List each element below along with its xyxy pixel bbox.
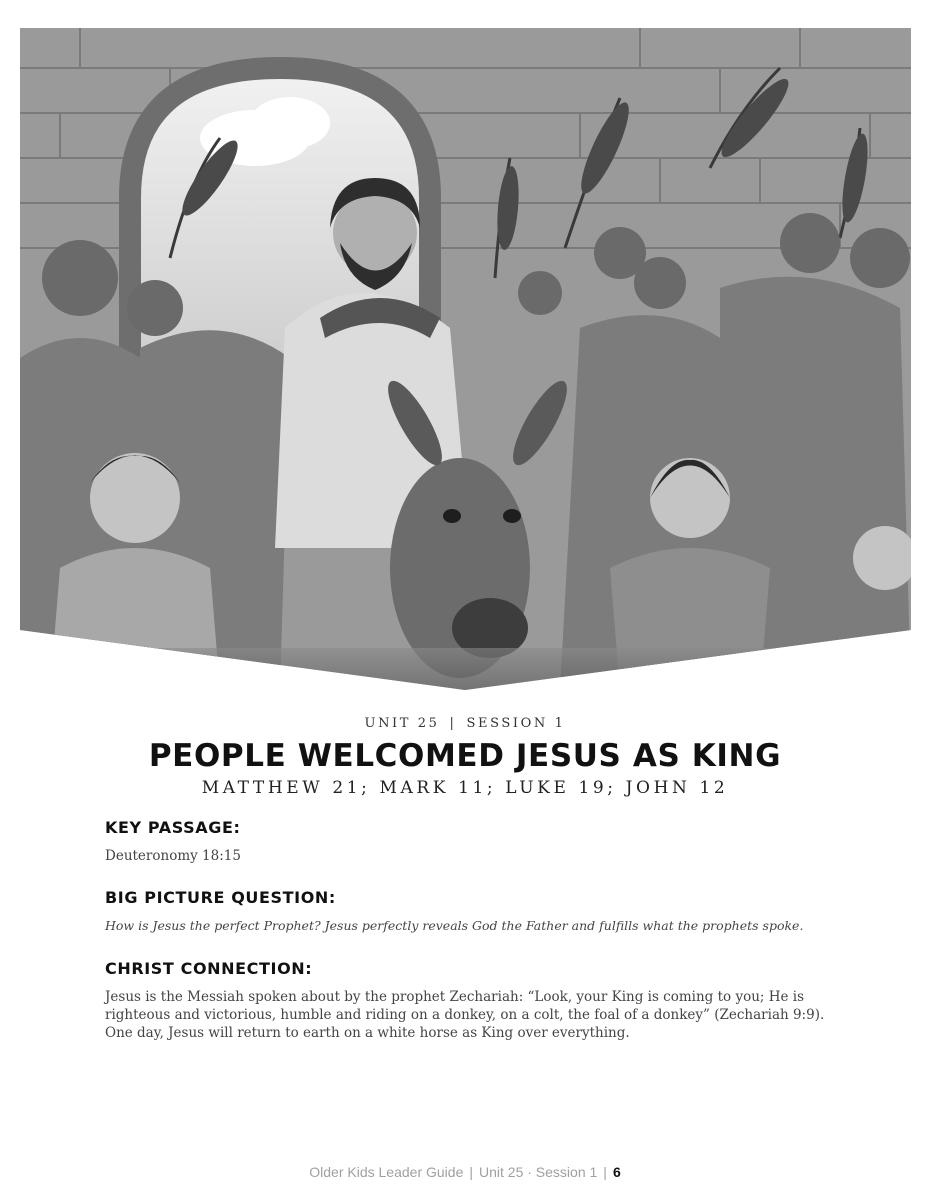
palm-sunday-illustration-icon bbox=[20, 28, 911, 690]
footer-guide-title: Older Kids Leader Guide bbox=[309, 1164, 464, 1180]
scripture-references: MATTHEW 21; MARK 11; LUKE 19; JOHN 12 bbox=[201, 778, 729, 798]
footer-separator: | bbox=[603, 1164, 607, 1180]
page-number: 6 bbox=[612, 1164, 621, 1180]
christ-connection-text: Jesus is the Messiah spoken about by the prophet Zechariah: “Look, your King is coming to you; He is righteous and victorious, humble and riding on a donkey, on a colt, the foal of a donkey” (Zechariah 9:9). One day, Jesus will return to earth on a white horse as King over everything. bbox=[105, 989, 825, 1041]
footer-separator: | bbox=[469, 1164, 473, 1180]
big-picture-question-text: How is Jesus the perfect Prophet? Jesus perfectly reveals God the Father and fulfills what the prophets spoke. bbox=[105, 918, 804, 933]
session-label: SESSION 1 bbox=[466, 716, 566, 731]
unit-session-label bbox=[0, 716, 930, 731]
page-title: PEOPLE WELCOMED JESUS AS KING bbox=[148, 738, 782, 774]
footer-unit-session: Unit 25 · Session 1 bbox=[479, 1164, 598, 1180]
page-footer bbox=[0, 1164, 930, 1180]
big-picture-question-section bbox=[105, 888, 825, 935]
christ-connection-heading: CHRIST CONNECTION: bbox=[105, 959, 313, 978]
unit-label: UNIT 25 bbox=[364, 716, 440, 731]
key-passage-heading: KEY PASSAGE: bbox=[105, 818, 241, 837]
separator: | bbox=[449, 716, 457, 731]
key-passage-section bbox=[105, 818, 825, 865]
christ-connection-section bbox=[105, 959, 825, 1042]
hero-illustration bbox=[20, 28, 911, 690]
key-passage-text: Deuteronomy 18:15 bbox=[105, 848, 241, 864]
big-picture-question-heading: BIG PICTURE QUESTION: bbox=[105, 888, 336, 907]
